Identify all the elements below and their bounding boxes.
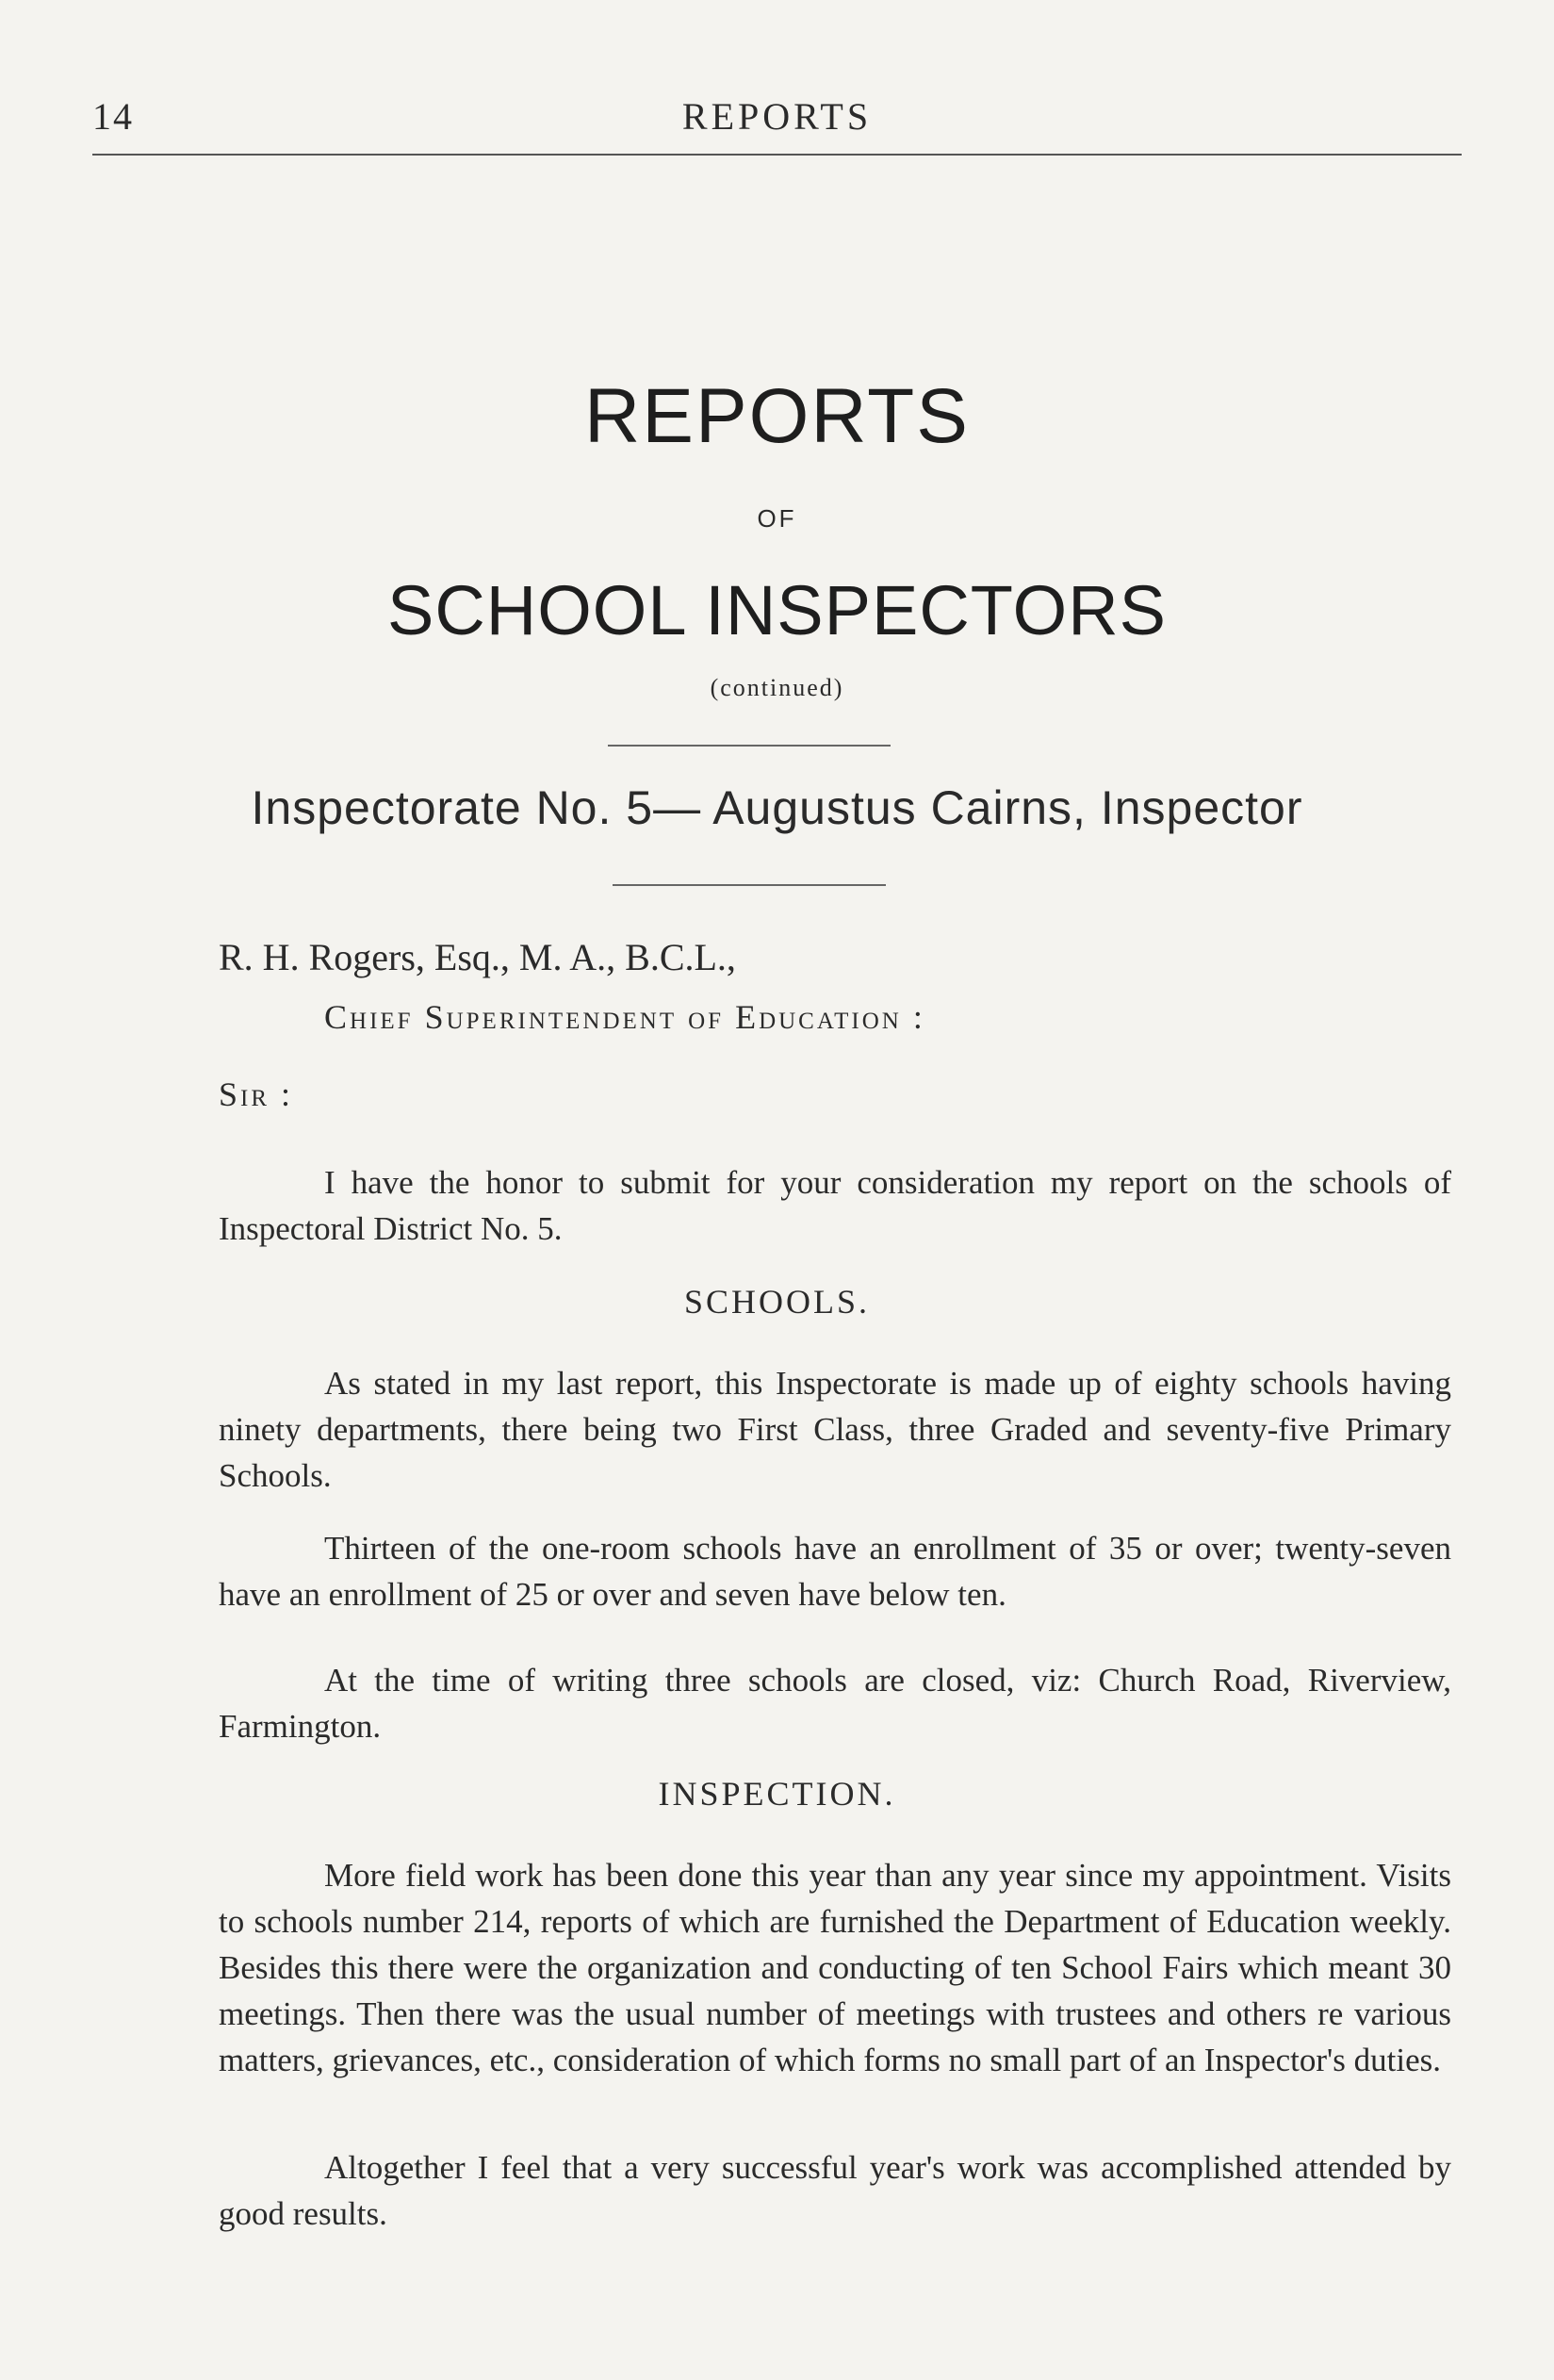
main-title: REPORTS: [584, 373, 970, 459]
salutation: Sir :: [219, 1075, 294, 1113]
section-heading-inspection: INSPECTION.: [658, 1775, 896, 1813]
main-subtitle: SCHOOL INSPECTORS: [386, 571, 1168, 649]
addressee-name: R. H. Rogers, Esq., M. A., B.C.L.,: [219, 936, 736, 978]
divider-rule: [608, 745, 891, 747]
running-header: [92, 94, 1462, 151]
title-connector: OF: [757, 504, 797, 533]
body-paragraph: As stated in my last report, this Inspectorate is made up of eighty schools having ninety departments, there being two First Class, three Graded and seventy-five Primary Schools.: [219, 1365, 1451, 1494]
intro-paragraph: I have the honor to submit for your consideration my report on the schools of Inspectoral District No. 5.: [219, 1164, 1451, 1247]
addressee-title: Chief Superintendent of Education :: [324, 998, 925, 1036]
body-paragraph: At the time of writing three schools are closed, viz: Church Road, Riverview, Farmington.: [219, 1662, 1451, 1745]
body-paragraph: More field work has been done this year than any year since my appointment. Visits to schools number 214, reports of which are furnished the Department of Education weekly. Besides this there were the organization and conducting of ten School Fairs which meant 30 meetings. Then there was the usual number of meetings with trustees and others re various matters, grievances, etc., consideration of which forms no small part of an Inspector's duties.: [219, 1857, 1451, 2078]
divider-rule: [613, 884, 886, 886]
running-title: REPORTS: [681, 95, 873, 138]
section-heading-schools: SCHOOLS.: [683, 1283, 871, 1321]
inspectorate-heading: Inspectorate No. 5— Augustus Cairns, Inspector: [251, 781, 1303, 834]
continued-note: (continued): [710, 674, 844, 701]
body-paragraph: Altogether I feel that a very successful year's work was accomplished attended by good results.: [219, 2149, 1451, 2232]
page-number: 14: [92, 95, 134, 138]
header-rule: [92, 154, 1462, 156]
body-paragraph: Thirteen of the one-room schools have an enrollment of 35 or over; twenty-seven have an enrollment of 25 or over and seven have below ten.: [219, 1530, 1451, 1613]
